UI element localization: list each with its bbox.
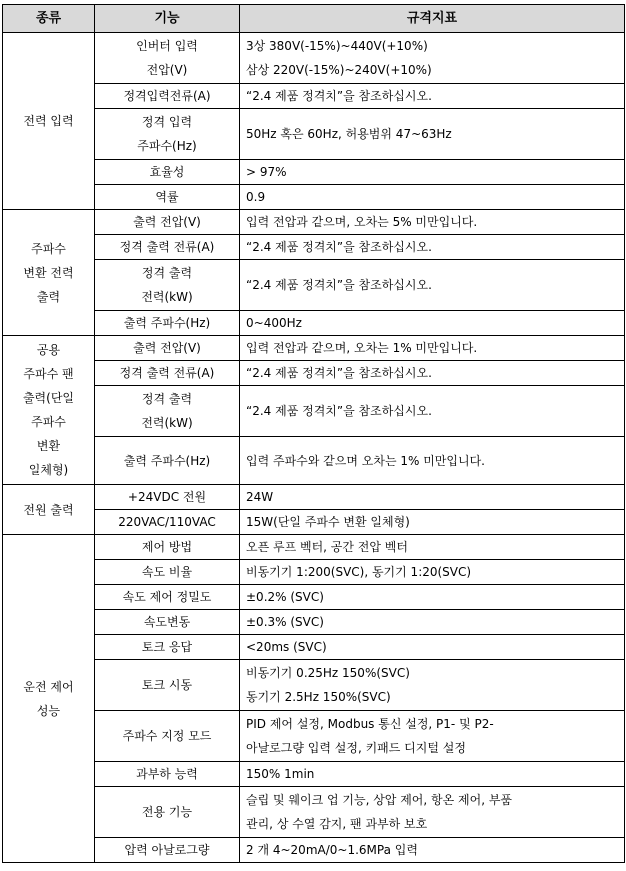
cell-line: 운전 제어	[23, 679, 74, 694]
cell-line: 변환	[36, 439, 61, 453]
spec-cell	[240, 160, 625, 185]
function-cell	[95, 485, 240, 510]
table-row	[3, 535, 625, 560]
function-cell	[95, 838, 240, 863]
cell-line: 출력 전압(V)	[133, 341, 201, 355]
cell-line: 역률	[155, 190, 179, 204]
category-cell	[3, 535, 95, 863]
cell-line: 정격입력전류(A)	[123, 89, 211, 103]
cell-line: 정격 출력 전류(A)	[119, 366, 215, 380]
cell-line: 24W	[246, 490, 274, 504]
cell-line: 전력(kW)	[141, 290, 193, 304]
cell-line: “2.4 제품 정격치”을 참조하십시오.	[246, 404, 432, 418]
function-cell	[95, 711, 240, 762]
spec-cell	[240, 109, 625, 160]
spec-cell	[240, 585, 625, 610]
table-row	[3, 386, 625, 437]
cell-line: 정격 입력	[141, 115, 193, 129]
cell-line: 성능	[36, 703, 61, 718]
function-cell	[95, 585, 240, 610]
cell-line: ±0.3% (SVC)	[246, 615, 324, 629]
header-spec: 규격지표	[240, 5, 625, 33]
cell-line: 정격 출력 전류(A)	[119, 240, 215, 254]
table-row	[3, 838, 625, 863]
function-cell	[95, 510, 240, 535]
cell-line: 50Hz 혹은 60Hz, 허용범위 47~63Hz	[246, 127, 452, 141]
cell-line: 주파수 팬	[23, 367, 74, 381]
cell-line: 주파수 지정 모드	[122, 729, 212, 743]
cell-line: 비동기기 0.25Hz 150%(SVC)	[246, 666, 410, 680]
table-row	[3, 510, 625, 535]
cell-line: 전압(V)	[146, 63, 188, 77]
table-row	[3, 109, 625, 160]
table-row	[3, 84, 625, 109]
cell-line: 2 개 4~20mA/0~1.6MPa 입력	[246, 843, 418, 857]
cell-line: 입력 전압과 같으며, 오차는 5% 미만입니다.	[246, 215, 478, 229]
spec-cell	[240, 838, 625, 863]
spec-cell	[240, 510, 625, 535]
function-cell	[95, 210, 240, 235]
spec-cell	[240, 84, 625, 109]
function-cell	[95, 84, 240, 109]
table-row	[3, 311, 625, 336]
table-row	[3, 787, 625, 838]
cell-line: <20ms (SVC)	[246, 640, 327, 654]
spec-cell	[240, 361, 625, 386]
cell-line: 220VAC/110VAC	[118, 515, 216, 529]
cell-line: 전력 입력	[23, 114, 74, 128]
table-row	[3, 560, 625, 585]
cell-line: 토크 시동	[141, 678, 193, 692]
table-row	[3, 160, 625, 185]
spec-cell	[240, 711, 625, 762]
table-row	[3, 585, 625, 610]
spec-cell	[240, 437, 625, 485]
cell-line: 출력(단일	[22, 391, 75, 405]
cell-line: “2.4 제품 정격치”을 참조하십시오.	[246, 240, 432, 254]
table-row	[3, 485, 625, 510]
cell-line: > 97%	[246, 165, 287, 179]
function-cell	[95, 660, 240, 711]
cell-line: 속도 제어 정밀도	[122, 590, 212, 604]
cell-line: 동기기 2.5Hz 150%(SVC)	[246, 690, 391, 704]
spec-cell	[240, 33, 625, 84]
category-cell	[3, 33, 95, 210]
function-cell	[95, 361, 240, 386]
header-category: 종류	[3, 5, 95, 33]
cell-line: 전력(kW)	[141, 416, 193, 430]
spec-cell	[240, 485, 625, 510]
function-cell	[95, 160, 240, 185]
cell-line: 삼상 220V(-15%)~240V(+10%)	[246, 63, 432, 77]
cell-line: PID 제어 설정, Modbus 통신 설정, P1- 및 P2-	[246, 717, 494, 731]
cell-line: +24VDC 전원	[127, 490, 207, 504]
function-cell	[95, 762, 240, 787]
table-row	[3, 660, 625, 711]
cell-line: 150% 1min	[246, 767, 315, 781]
cell-line: “2.4 제품 정격치”을 참조하십시오.	[246, 278, 432, 292]
table-row	[3, 762, 625, 787]
cell-line: ±0.2% (SVC)	[246, 590, 324, 604]
cell-line: 변환 전력	[23, 265, 74, 280]
spec-cell	[240, 311, 625, 336]
spec-cell	[240, 762, 625, 787]
spec-cell	[240, 535, 625, 560]
cell-line: 속도변동	[143, 615, 191, 629]
cell-line: 출력 전압(V)	[133, 215, 201, 229]
spec-cell	[240, 787, 625, 838]
table-row	[3, 361, 625, 386]
cell-line: 관리, 상 수열 감지, 팬 과부하 보호	[246, 817, 428, 831]
spec-cell	[240, 185, 625, 210]
cell-line: 제어 방법	[141, 540, 193, 554]
spec-cell	[240, 235, 625, 260]
cell-line: 압력 아날로그량	[124, 843, 210, 857]
function-cell	[95, 336, 240, 361]
cell-line: 주파수(Hz)	[137, 139, 197, 153]
category-cell	[3, 485, 95, 535]
table-row	[3, 711, 625, 762]
spec-cell	[240, 610, 625, 635]
function-cell	[95, 635, 240, 660]
function-cell	[95, 311, 240, 336]
cell-line: 비동기기 1:200(SVC), 동기기 1:20(SVC)	[246, 565, 472, 579]
cell-line: 출력	[36, 289, 61, 304]
function-cell	[95, 109, 240, 160]
header-function: 기능	[95, 5, 240, 33]
cell-line: 아날로그량 입력 설정, 키패드 디지털 설정	[246, 741, 466, 755]
function-cell	[95, 260, 240, 311]
table-row	[3, 336, 625, 361]
function-cell	[95, 33, 240, 84]
cell-line: “2.4 제품 정격치”을 참조하십시오.	[246, 89, 432, 103]
cell-line: 3상 380V(-15%)~440V(+10%)	[246, 39, 428, 53]
cell-line: 주파수	[31, 241, 66, 256]
table-row	[3, 185, 625, 210]
cell-line: 입력 주파수와 같으며 오차는 1% 미만입니다.	[246, 453, 485, 468]
function-cell	[95, 535, 240, 560]
cell-line: 전원 출력	[23, 502, 74, 517]
cell-line: 오픈 루프 벡터, 공간 전압 벡터	[246, 540, 408, 554]
table-row	[3, 33, 625, 84]
function-cell	[95, 386, 240, 437]
cell-line: 정격 출력	[141, 266, 193, 280]
spec-cell	[240, 560, 625, 585]
spec-table	[2, 4, 625, 863]
function-cell	[95, 610, 240, 635]
function-cell	[95, 185, 240, 210]
spec-cell	[240, 336, 625, 361]
cell-line: 인버터 입력	[136, 39, 198, 53]
function-cell	[95, 437, 240, 485]
spec-cell	[240, 635, 625, 660]
cell-line: 슬립 및 웨이크 업 기능, 상압 제어, 항온 제어, 부품	[246, 793, 513, 807]
cell-line: 일체형)	[28, 463, 69, 477]
table-row	[3, 610, 625, 635]
table-row	[3, 235, 625, 260]
cell-line: 효율성	[149, 165, 185, 179]
cell-line: 과부하 능력	[136, 767, 198, 781]
function-cell	[95, 560, 240, 585]
function-cell	[95, 235, 240, 260]
spec-cell	[240, 210, 625, 235]
cell-line: 입력 전압과 같으며, 오차는 1% 미만입니다.	[246, 341, 478, 355]
cell-line: 전용 기능	[141, 805, 193, 819]
table-row	[3, 635, 625, 660]
cell-line: “2.4 제품 정격치”을 참조하십시오.	[246, 366, 432, 380]
cell-line: 공용	[36, 343, 61, 357]
cell-line: 정격 출력	[141, 392, 193, 406]
cell-line: 토크 응답	[141, 640, 193, 654]
cell-line: 속도 비율	[141, 565, 193, 579]
category-cell	[3, 336, 95, 485]
spec-cell	[240, 660, 625, 711]
cell-line: 0~400Hz	[246, 316, 302, 330]
function-cell	[95, 787, 240, 838]
category-cell	[3, 210, 95, 336]
spec-cell	[240, 386, 625, 437]
cell-line: 0.9	[246, 190, 266, 204]
cell-line: 15W(단일 주파수 변환 일체형)	[246, 515, 410, 529]
spec-cell	[240, 260, 625, 311]
table-row	[3, 210, 625, 235]
cell-line: 출력 주파수(Hz)	[123, 453, 211, 468]
header-row	[3, 5, 625, 33]
cell-line: 주파수	[31, 415, 66, 429]
cell-line: 출력 주파수(Hz)	[123, 316, 211, 330]
table-row	[3, 260, 625, 311]
table-row	[3, 437, 625, 485]
